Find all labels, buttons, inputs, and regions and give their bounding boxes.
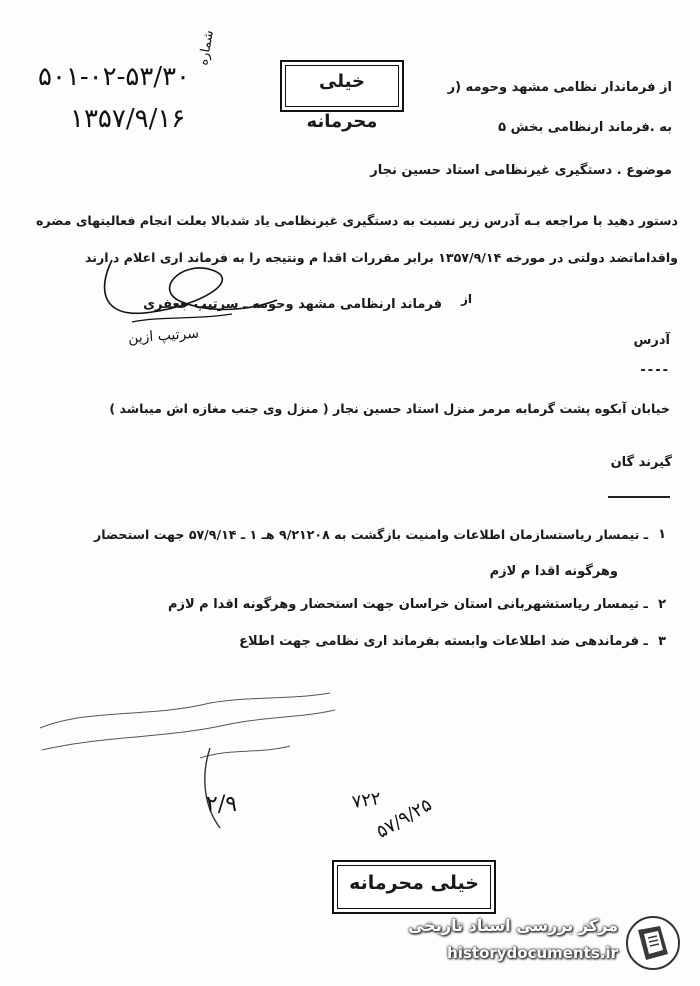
handwritten-note-scribble: [30, 688, 350, 848]
address-text: خیابان آبکوه پشت گرمابه مرمر منزل استاد حسین نجار ( منزل وی جنب مغازه اش میباشد ): [109, 401, 670, 416]
classification-stamp-top: خیلی محرمانه: [280, 60, 404, 112]
recipient-2-number: ۲: [658, 597, 666, 612]
recipient-3-number: ۳: [658, 634, 666, 649]
letter-to: به .فرماند ارنظامی بخش ۵: [498, 120, 672, 135]
classification-stamp-bottom: خیلی محرمانه: [332, 860, 496, 914]
watermark: [400, 910, 690, 976]
letter-subject: موضوع . دستگیری غیرنظامی استاد حسین نجار: [370, 163, 672, 178]
letter-number-handwritten: ۵۰۱-۰۲-۵۳/۳۰: [38, 62, 191, 92]
recipients-heading: گیرند گان: [610, 455, 672, 470]
signature-prefix: از: [460, 292, 472, 306]
letter-body-line-1: دستور دهید با مراجعه بـه آدرس زیر نسبت به دستگیری غیرنظامی یاد شدبالا بعلت انجام فعالیتهای مضره: [35, 213, 678, 228]
recipient-3-line-1: ـ فرماندهی ضد اطلاعات وابسته بفرماند اری نظامی جهت اطلاع: [239, 634, 648, 649]
recipient-2-line-1: ـ تیمسار ریاستشهربانی استان خراسان جهت استحضار وهرگونه اقدا م لازم: [167, 597, 648, 612]
handwritten-initials: ۲/۹: [206, 792, 238, 817]
letter-body-line-2: واقداماتضد دولتی در مورخه ۱۳۵۷/۹/۱۴ برابر مقررات اقدا م ونتیجه را به فرماند اری اعلام د ارند: [84, 250, 678, 265]
recipients-underline: [608, 496, 670, 498]
handwritten-received-date: ۵۷/۹/۲۵: [372, 794, 436, 843]
address-heading: آدرس: [633, 333, 670, 348]
recipient-1-line-1: ـ تیمسار ریاستسازمان اطلاعات وامنیت بازگشت به ۹/۲۱۲۰۸ هـ ۱ ـ ۵۷/۹/۱۴ جهت استحضار: [94, 527, 648, 542]
watermark-org-name: مرکز بررسی اسناد تاریخی: [408, 916, 618, 935]
recipient-1-line-2: وهرگونه اقدا م لازم: [489, 564, 618, 579]
letter-from: از فرماندار نظامی مشهد وحومه (ر: [447, 80, 672, 95]
watermark-site: historydocuments.ir: [447, 944, 618, 962]
signature-handwritten: سرتیپ ازین: [127, 325, 200, 347]
letter-date-handwritten: ۱۳۵۷/۹/۱۶: [70, 104, 186, 134]
archive-logo-icon: [624, 914, 682, 972]
number-label: شماره: [196, 29, 217, 67]
address-dashes: ----: [640, 363, 670, 378]
handwritten-received-number: ۷۲۲: [350, 788, 383, 813]
recipient-1-number: ۱: [658, 527, 666, 542]
signature-line: فرماند ارنظامی مشهد وحومه ـ سرتیپ جعفری: [143, 297, 442, 312]
